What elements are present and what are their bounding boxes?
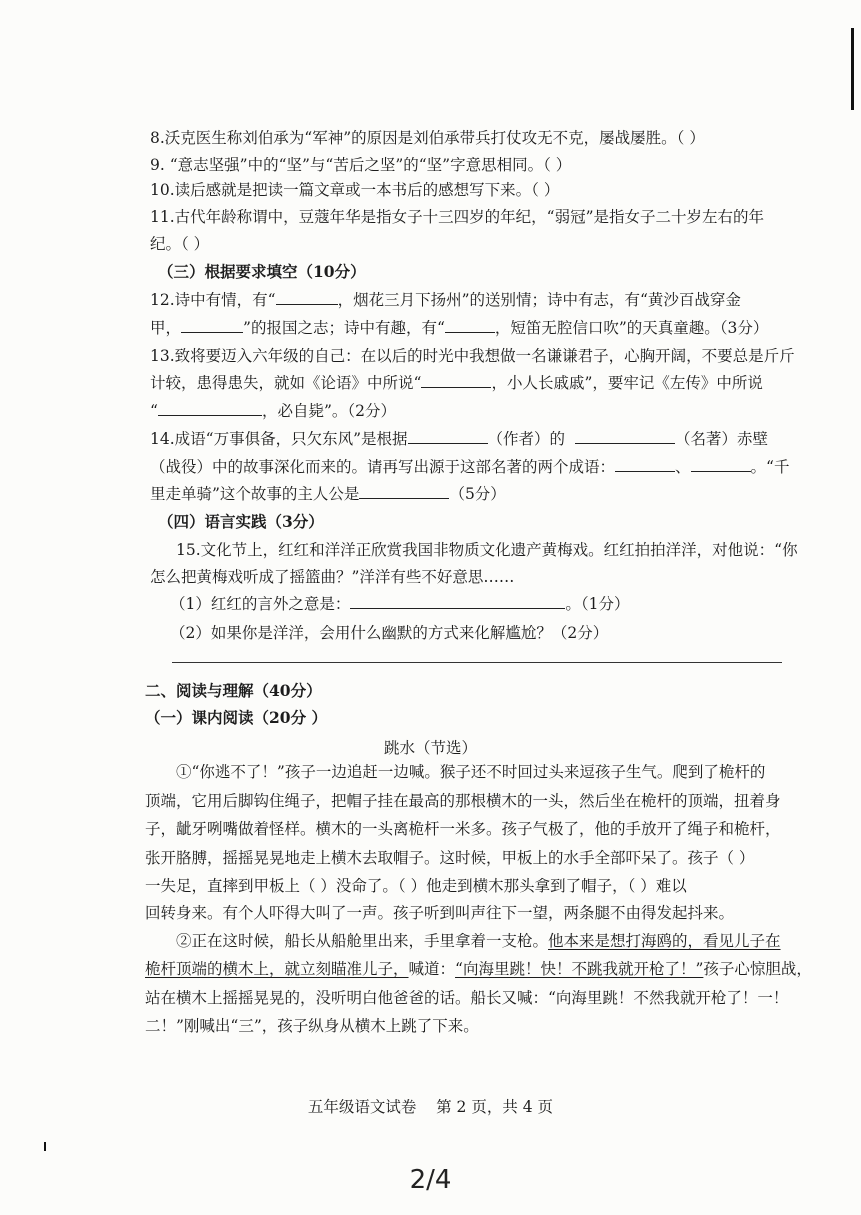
q14-text-a: 14.成语“万事俱备，只欠东风”是根据	[150, 430, 408, 448]
question-15-line-1: 15.文化节上，红红和洋洋正欣赏我国非物质文化遗产黄梅戏。红红拍拍洋洋，对他说：“你	[176, 541, 798, 559]
page-indicator: 2/4	[409, 1165, 452, 1195]
q14-text-g: 里走单骑”这个故事的主人公是	[150, 485, 360, 503]
q12-text-e: ，短笛无腔信口吹”的天真童趣。（3分）	[494, 319, 769, 337]
passage-p1-line-2: 顶端，它用后脚钩住绳子，把帽子挂在最高的那根横木的一头，然后坐在桅杆的顶端，扭着身	[145, 792, 781, 810]
section-4-title: （四）语言实践（3分）	[158, 512, 324, 531]
question-14-line-3	[150, 484, 506, 504]
scan-edge-mark	[851, 28, 854, 110]
q15-sub1-score: 。（1分）	[565, 595, 630, 613]
q13-text-a: 计较，患得患失，就如《论语》中所说“	[150, 374, 422, 392]
question-9: 9. “意志坚强”中的“坚”与“苦后之坚”的“坚”字意思相同。（ ）	[150, 156, 572, 174]
q14-blank-hero[interactable]	[359, 484, 449, 499]
p2-underlined-c: “向海里跳！快！不跳我就开枪了！”	[455, 960, 704, 978]
q12-text-a: 12.诗中有情，有“	[150, 291, 276, 309]
passage-p2-line-1	[176, 931, 781, 951]
passage-p1-line-6: 回转身来。有个人吓得大叫了一声。孩子听到叫声往下一望，两条腿不由得发起抖来。	[145, 904, 735, 922]
q14-text-c: （名著）赤壁	[675, 430, 769, 448]
question-15-sub-1	[170, 594, 630, 614]
passage-p2-line-3: 站在横木上摇摇晃晃的，没听明白他爸爸的话。船长又喊：“向海里跳！不然我就开枪了！一！	[145, 989, 789, 1007]
q13-text-b: ，小人长戚戚”，要牢记《左传》中所说	[491, 374, 763, 392]
q13-text-d: ，必自毙”。（2分）	[261, 402, 396, 420]
q15-blank-1[interactable]	[350, 594, 565, 609]
q14-text-b: （作者）的	[487, 430, 566, 448]
q14-blank-idiom-2[interactable]	[691, 457, 751, 472]
q12-text-b: ，烟花三月下扬州”的送别情；诗中有志，有“黄沙百战穿金	[337, 291, 741, 309]
question-15-line-2: 怎么把黄梅戏听成了摇篮曲？”洋洋有些不好意思……	[150, 568, 515, 586]
question-12-line-1	[150, 290, 741, 310]
p2-text-a: ②正在这时候，船长从船舱里出来，手里拿着一支枪。	[176, 932, 549, 950]
q12-blank-2[interactable]	[181, 318, 243, 333]
q13-text-c: “	[150, 402, 158, 420]
question-11-line-1: 11.古代年龄称谓中，豆蔻年华是指女子十三四岁的年纪，“弱冠”是指女子二十岁左右的年	[150, 208, 765, 226]
q14-text-h: （5分）	[449, 485, 506, 503]
q14-text-d: （战役）中的故事深化而来的。请再写出源于这部名著的两个成语：	[150, 458, 616, 476]
q15-answer-line[interactable]	[172, 662, 782, 663]
passage-p1-line-3: 子，龇牙咧嘴做着怪样。横木的一头离桅杆一米多。孩子气极了，他的手放开了绳子和桅杆，	[145, 820, 781, 838]
page-footer: 五年级语文试卷 第 2 页，共 4 页	[307, 1098, 554, 1116]
passage-p2-line-2	[145, 959, 812, 979]
question-13-line-2	[150, 373, 763, 393]
q12-blank-1[interactable]	[276, 290, 338, 305]
p2-text-b: 喊道：	[408, 960, 456, 978]
question-10: 10.读后感就是把读一篇文章或一本书后的感想写下来。（ ）	[150, 181, 560, 199]
question-12-line-2	[150, 318, 768, 338]
q12-text-c: 甲，	[150, 319, 182, 337]
q12-text-d: ”的报国之志；诗中有趣，有“	[243, 319, 445, 337]
question-11-line-2: 纪。（ ）	[150, 235, 210, 253]
q14-blank-book[interactable]	[575, 429, 675, 444]
q13-blank-2[interactable]	[158, 401, 262, 416]
q15-sub1-text: （1）红红的言外之意是：	[170, 595, 351, 613]
passage-p1-line-1: ①“你逃不了！”孩子一边追赶一边喊。猴子还不时回过头来逗孩子生气。爬到了桅杆的	[176, 763, 766, 781]
scan-dot-mark	[44, 1142, 46, 1151]
q14-text-f: 。“千	[750, 458, 790, 476]
question-15-sub-2: （2）如果你是洋洋，会用什么幽默的方式来化解尴尬？（2分）	[170, 624, 609, 642]
q12-blank-3[interactable]	[445, 318, 495, 333]
part-2-title: 二、阅读与理解（40分）	[145, 681, 322, 700]
part-2-1-title: （一）课内阅读（20分 ）	[145, 708, 327, 727]
p2-underlined-b: 桅杆顶端的横木上，就立刻瞄准儿子，	[145, 960, 409, 978]
p2-underlined-a: 他本来是想打海鸥的，看见儿子在	[548, 932, 781, 950]
section-3-title: （三）根据要求填空（10分）	[158, 262, 366, 281]
passage-p2-line-4: 二！”刚喊出“三”，孩子纵身从横木上跳了下来。	[145, 1017, 479, 1035]
q14-blank-idiom-1[interactable]	[615, 457, 675, 472]
q14-text-e: 、	[675, 458, 691, 476]
question-8: 8.沃克医生称刘伯承为“军神”的原因是刘伯承带兵打仗攻无不克，屡战屡胜。（ ）	[150, 129, 705, 147]
question-14-line-1	[150, 429, 768, 449]
q14-blank-author[interactable]	[408, 429, 488, 444]
question-14-line-2	[150, 457, 789, 477]
passage-title: 跳水（节选）	[383, 739, 477, 757]
passage-p1-line-4: 张开胳膊，摇摇晃晃地走上横木去取帽子。这时候，甲板上的水手全部吓呆了。孩子（ ）	[145, 849, 755, 867]
question-13-line-3	[150, 401, 396, 421]
passage-p1-line-5: 一失足，直摔到甲板上（ ）没命了。（ ）他走到横木那头拿到了帽子，（ ）难以	[145, 877, 687, 895]
p2-text-c: 孩子心惊胆战，	[703, 960, 812, 978]
q13-blank-1[interactable]	[421, 373, 491, 388]
question-13-line-1: 13.致将要迈入六年级的自己：在以后的时光中我想做一名谦谦君子，心胸开阔，不要总是斤斤	[150, 347, 795, 365]
